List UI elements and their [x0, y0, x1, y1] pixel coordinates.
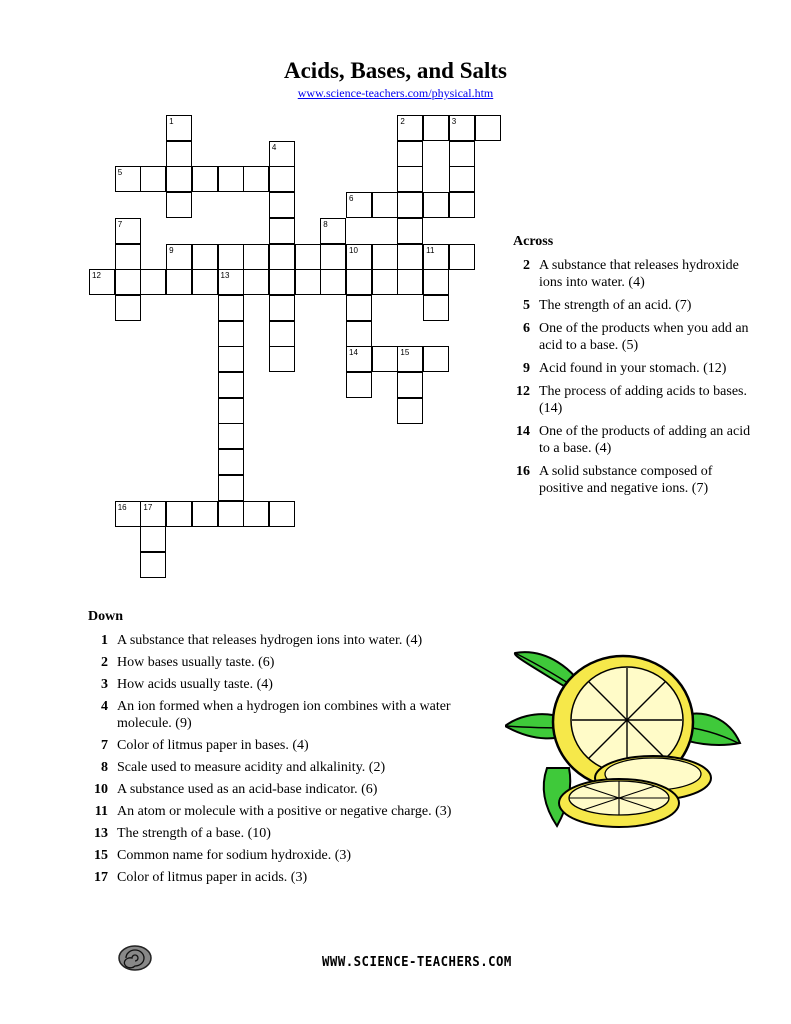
clue-number: 6 [523, 321, 530, 336]
source-link[interactable]: www.science-teachers.com/physical.htm [297, 86, 494, 100]
clue-number: 15 [94, 848, 108, 863]
crossword-cell[interactable] [269, 321, 295, 347]
crossword-cell[interactable] [140, 269, 166, 295]
clue-text: A substance that releases hydroxide ions into water. (4) [539, 258, 739, 290]
crossword-cell[interactable] [218, 449, 244, 475]
clue-number: 12 [516, 384, 530, 399]
crossword-cell[interactable] [449, 192, 475, 218]
clue-text: How bases usually taste. (6) [117, 655, 275, 670]
crossword-cell[interactable] [423, 115, 449, 141]
clue-number: 12 [92, 271, 101, 281]
across-clue [510, 257, 760, 291]
clue-number: 13 [94, 826, 108, 841]
clue-number: 9 [169, 245, 174, 255]
crossword-cell[interactable] [269, 218, 295, 244]
down-clue [88, 759, 468, 776]
clue-number: 9 [523, 361, 530, 376]
crossword-cell[interactable] [218, 166, 244, 192]
crossword-cell[interactable] [397, 244, 423, 270]
clue-number: 4 [271, 142, 277, 152]
clue-number: 8 [101, 760, 108, 775]
crossword-cell[interactable] [449, 141, 475, 167]
crossword-cell[interactable] [423, 192, 449, 218]
clue-number: 3 [101, 677, 108, 692]
crossword-cell[interactable] [269, 192, 295, 218]
crossword-cell[interactable] [140, 166, 166, 192]
crossword-cell[interactable] [140, 552, 166, 578]
lemon-illustration [505, 648, 755, 848]
crossword-cell[interactable] [243, 501, 269, 527]
clue-text: A substance that releases hydrogen ions into water. (4) [117, 633, 423, 648]
down-clue [88, 737, 468, 754]
down-clue [88, 847, 468, 864]
across-clue [510, 297, 760, 314]
crossword-cell[interactable] [218, 475, 244, 501]
clue-text: One of the products when you add an acid to a base. (5) [539, 321, 749, 353]
crossword-cell[interactable] [218, 423, 244, 449]
crossword-cell[interactable] [346, 321, 372, 347]
down-clue [88, 803, 468, 820]
clue-number: 7 [101, 738, 108, 753]
down-clue [88, 654, 468, 671]
clue-number: 15 [400, 348, 410, 358]
down-clue [88, 698, 468, 732]
crossword-cell[interactable] [423, 269, 449, 295]
crossword-cell[interactable] [295, 244, 321, 270]
clue-text: Common name for sodium hydroxide. (3) [117, 848, 352, 863]
crossword-cell[interactable] [269, 501, 295, 527]
clue-number: 10 [94, 782, 108, 797]
clue-number: 1 [169, 117, 174, 126]
crossword-cell[interactable] [269, 269, 295, 295]
crossword-cell[interactable] [166, 166, 192, 192]
crossword-cell[interactable] [397, 269, 423, 295]
clue-text: An ion formed when a hydrogen ion combines with a water molecule. (9) [117, 699, 451, 731]
crossword-cell[interactable] [397, 372, 423, 398]
down-clue [88, 676, 468, 693]
crossword-cell[interactable] [218, 321, 244, 347]
clue-number: 17 [143, 502, 153, 512]
footer-url: WWW.SCIENCE-TEACHERS.COM [321, 955, 512, 970]
down-clue [88, 632, 468, 649]
crossword-cell[interactable] [346, 372, 372, 398]
across-heading: Across [513, 234, 554, 249]
crossword-cell[interactable] [192, 269, 218, 295]
crossword-cell[interactable] [218, 501, 244, 527]
clue-text: Color of litmus paper in acids. (3) [117, 870, 308, 885]
clue-number: 13 [220, 271, 230, 281]
crossword-cell[interactable] [346, 269, 372, 295]
crossword-cell[interactable] [115, 244, 141, 270]
crossword-cell[interactable] [397, 141, 423, 167]
crossword-cell[interactable] [192, 166, 218, 192]
crossword-cell[interactable] [218, 398, 244, 424]
crossword-cell[interactable] [372, 269, 398, 295]
clue-text: A substance used as an acid-base indicator. (6) [117, 782, 378, 797]
clue-text: The strength of an acid. (7) [539, 298, 692, 313]
clue-number: 14 [349, 348, 358, 358]
across-clue [510, 360, 760, 377]
clue-number: 11 [94, 804, 108, 819]
clue-text: The process of adding acids to bases. (14) [539, 384, 747, 416]
page-title: Acids, Bases, and Salts [283, 58, 508, 83]
crossword-cell[interactable] [320, 244, 346, 270]
crossword-cell[interactable] [115, 295, 141, 321]
clue-number: 5 [523, 298, 530, 313]
crossword-cell[interactable] [449, 244, 475, 270]
clue-number: 11 [426, 245, 435, 255]
crossword-cell[interactable] [449, 166, 475, 192]
crossword-cell[interactable] [397, 166, 423, 192]
clue-text: One of the products of adding an acid to a base. (4) [539, 424, 751, 456]
clue-number: 7 [117, 219, 123, 229]
clue-number: 8 [323, 219, 328, 229]
clue-text: Color of litmus paper in bases. (4) [117, 738, 309, 753]
clue-text: The strength of a base. (10) [117, 826, 271, 841]
crossword-cell[interactable] [423, 346, 449, 372]
crossword-cell[interactable] [192, 244, 218, 270]
crossword-cell[interactable] [397, 218, 423, 244]
crossword-cell[interactable] [295, 269, 321, 295]
clue-number: 2 [101, 655, 108, 670]
crossword-cell[interactable] [346, 295, 372, 321]
clue-number: 17 [94, 870, 108, 885]
clue-number: 1 [101, 633, 108, 648]
across-clue [510, 383, 760, 417]
crossword-cell[interactable] [372, 192, 398, 218]
crossword-cell[interactable] [269, 166, 295, 192]
across-clue [510, 463, 760, 497]
crossword-cell[interactable] [397, 398, 423, 424]
down-clue-list [88, 632, 468, 891]
clue-text: Scale used to measure acidity and alkalinity. (2) [117, 760, 386, 775]
crossword-cell[interactable] [140, 526, 166, 552]
across-clue [510, 423, 760, 457]
clue-number: 16 [516, 464, 530, 479]
clue-text: An atom or molecule with a positive or negative charge. (3) [117, 804, 452, 819]
crossword-cell[interactable] [166, 192, 192, 218]
down-clue [88, 825, 468, 842]
crossword-cell[interactable] [166, 269, 192, 295]
clue-number: 16 [117, 502, 127, 512]
crossword-cell[interactable] [320, 269, 346, 295]
clue-number: 3 [451, 117, 457, 126]
clue-number: 14 [516, 424, 530, 439]
crossword-cell[interactable] [397, 192, 423, 218]
crossword-cell[interactable] [243, 244, 269, 270]
crossword-cell[interactable] [243, 269, 269, 295]
crossword-cell[interactable] [218, 295, 244, 321]
crossword-cell[interactable] [475, 115, 501, 141]
crossword-cell[interactable] [115, 269, 141, 295]
crossword-cell[interactable] [372, 244, 398, 270]
down-heading: Down [88, 609, 124, 624]
clue-number: 4 [101, 699, 108, 714]
clue-text: Acid found in your stomach. (12) [539, 361, 727, 376]
clue-number: 2 [523, 258, 530, 273]
across-clue [510, 320, 760, 354]
crossword-cell[interactable] [269, 295, 295, 321]
crossword-cell[interactable] [423, 295, 449, 321]
clue-number: 2 [400, 117, 405, 126]
clue-number: 10 [349, 245, 358, 255]
crossword-cell[interactable] [218, 372, 244, 398]
crossword-cell[interactable] [269, 244, 295, 270]
clue-text: A solid substance composed of positive and negative ions. (7) [539, 464, 713, 496]
crossword-cell[interactable] [218, 244, 244, 270]
down-clue [88, 781, 468, 798]
crossword-cell[interactable] [166, 141, 192, 167]
clue-number: 6 [349, 194, 354, 204]
crossword-cell[interactable] [269, 346, 295, 372]
down-clue [88, 869, 468, 886]
clue-number: 5 [117, 168, 123, 178]
crossword-cell[interactable] [243, 166, 269, 192]
shell-icon [116, 943, 154, 973]
crossword-cell[interactable] [192, 501, 218, 527]
crossword-cell[interactable] [218, 346, 244, 372]
crossword-cell[interactable] [166, 501, 192, 527]
across-clue-list [510, 257, 760, 503]
clue-text: How acids usually taste. (4) [117, 677, 273, 692]
crossword-cell[interactable] [372, 346, 398, 372]
